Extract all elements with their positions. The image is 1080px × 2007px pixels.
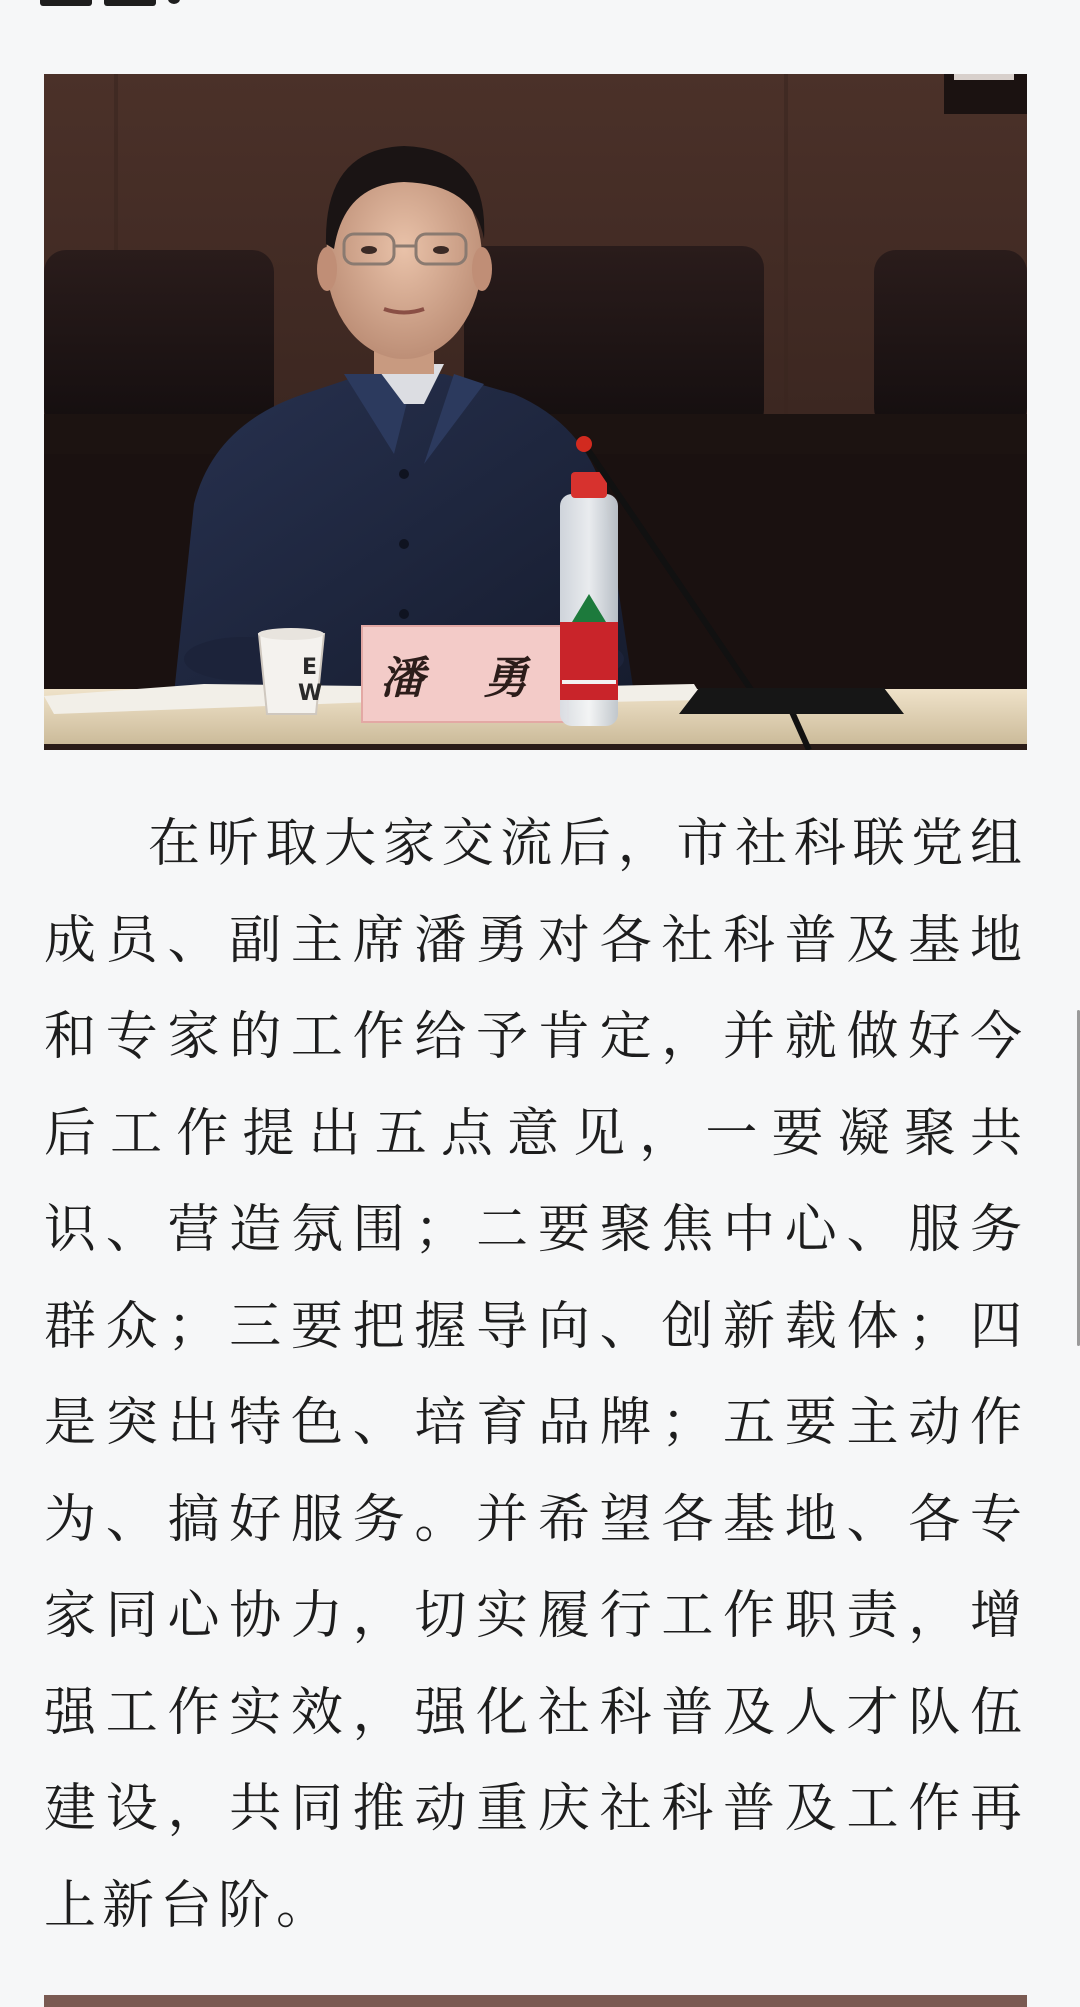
previous-line-fragment — [40, 0, 200, 16]
next-image-edge — [44, 1995, 1027, 2007]
svg-text:W: W — [298, 681, 323, 706]
nameplate-text: 潘 勇 — [380, 653, 550, 704]
article-photo — [44, 74, 1027, 750]
article-body — [44, 796, 1028, 1954]
svg-text:E: E — [302, 655, 318, 680]
article-paragraph: 在听取大家交流后，市社科联党组成员、副主席潘勇对各社科普及基地和专家的工作给予肯定，并就做好今后工作提出五点意见，一要凝聚共识、营造氛围；二要聚焦中心、服务群众；三要把握导向、创新载体；四是突出特色、培育品牌；五要主动作为、搞好服务。并希望各基地、各专家同心协力，切实履行工作职责，增强工作实效，强化社科普及人才队伍建设，共同推动重庆社科普及工作再上新台阶。 — [44, 814, 1028, 1936]
